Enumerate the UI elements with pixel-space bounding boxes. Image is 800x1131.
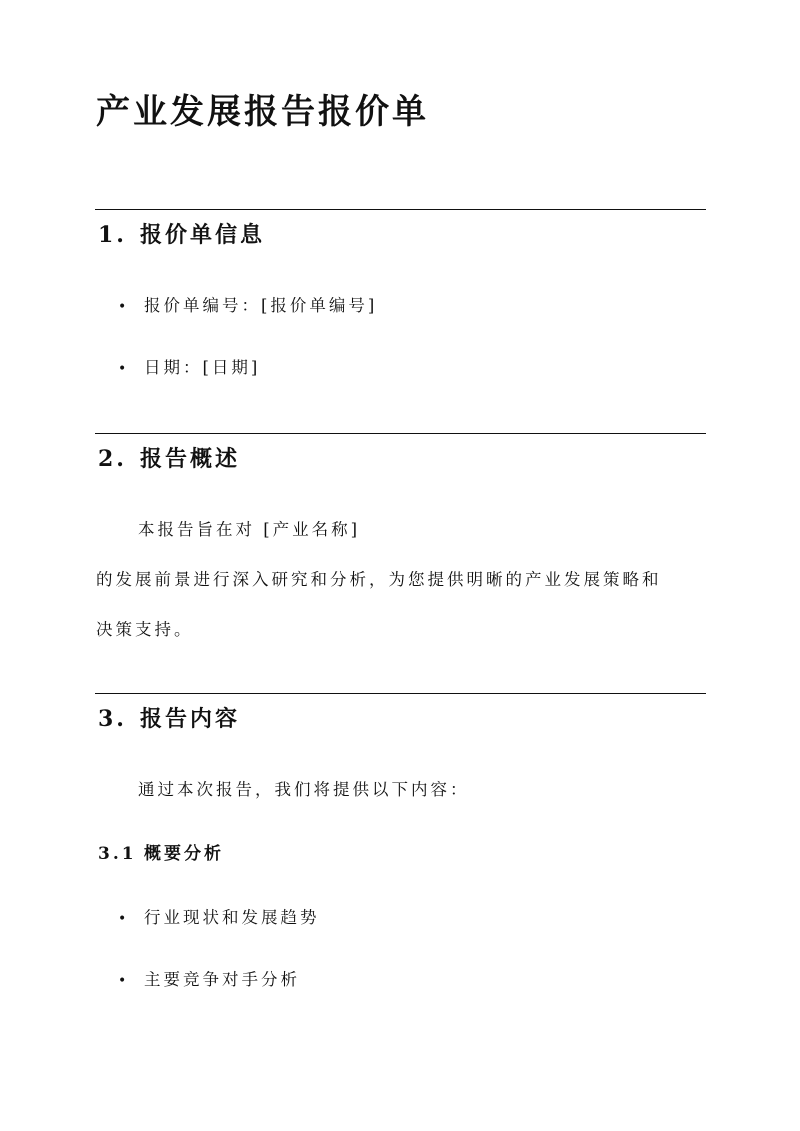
subsection-heading-summary xyxy=(98,844,224,864)
section-number: 2. xyxy=(98,446,127,472)
list-item-text: 行业现状和发展趋势 xyxy=(144,908,320,927)
section-number: 1. xyxy=(98,222,127,248)
list-item-date xyxy=(118,358,260,378)
list-item-text: 日期：[日期] xyxy=(144,358,261,377)
overview-paragraph-line-2: 的发展前景进行深入研究和分析，为您提供明晰的产业发展策略和 xyxy=(96,570,662,589)
section-title: 报价单信息 xyxy=(140,222,266,248)
section-title: 报告概述 xyxy=(140,446,241,472)
overview-paragraph-line-3: 决策支持。 xyxy=(96,620,194,639)
list-item-quote-number xyxy=(118,296,377,316)
section-heading-content xyxy=(98,706,240,732)
document-title: 产业发展报告报价单 xyxy=(96,92,429,132)
list-item-text: 报价单编号：[报价单编号] xyxy=(144,296,378,315)
subsection-title: 概要分析 xyxy=(144,844,224,864)
section-divider xyxy=(95,693,706,694)
bullet-icon: • xyxy=(118,299,130,315)
bullet-icon: • xyxy=(118,911,130,927)
bullet-icon: • xyxy=(118,973,130,989)
overview-paragraph-line-1: 本报告旨在对 [产业名称] xyxy=(138,520,361,539)
section-divider xyxy=(95,433,706,434)
bullet-icon: • xyxy=(118,361,130,377)
section-heading-quote-info xyxy=(98,222,265,248)
subsection-number: 3.1 xyxy=(98,844,137,864)
section-heading-overview xyxy=(98,446,240,472)
list-item-competitor-analysis xyxy=(118,970,300,990)
content-intro: 通过本次报告，我们将提供以下内容： xyxy=(138,780,470,799)
list-item-text: 主要竞争对手分析 xyxy=(144,970,300,989)
section-title: 报告内容 xyxy=(140,706,241,732)
list-item-industry-status xyxy=(118,908,320,928)
section-number: 3. xyxy=(98,706,127,732)
section-divider xyxy=(95,209,706,210)
